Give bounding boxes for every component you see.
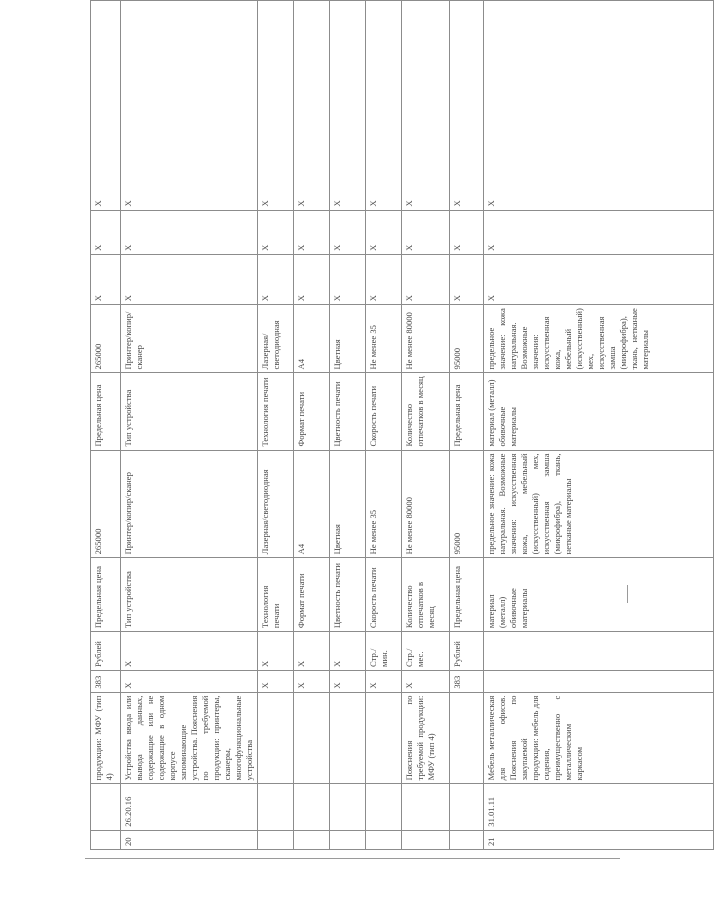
requirements-table bbox=[90, 0, 714, 850]
cell-unit-code bbox=[484, 670, 714, 692]
cell-char-value2: 265000 bbox=[91, 305, 121, 373]
cell-unit-code: 383 bbox=[91, 670, 121, 692]
cell-c12: X bbox=[450, 1, 484, 211]
cell-unit: X bbox=[294, 632, 330, 671]
cell-num bbox=[258, 830, 294, 849]
cell-name: Мебель металлическая для офисов. Пояснения по закупаемой продукции: мебель для сидения, преимущественно с металлическим каркасом bbox=[484, 692, 714, 784]
cell-char-value: А4 bbox=[294, 450, 330, 558]
cell-unit bbox=[484, 632, 714, 671]
cell-char-name2: Предельная цена bbox=[450, 373, 484, 450]
cell-c12: X bbox=[366, 1, 402, 211]
cell-num bbox=[366, 830, 402, 849]
cell-char-name2: Цветность печати bbox=[330, 373, 366, 450]
table-row bbox=[402, 1, 450, 850]
cell-char-value: Цветная bbox=[330, 450, 366, 558]
cell-c10: X bbox=[91, 254, 121, 304]
cell-num bbox=[450, 830, 484, 849]
cell-char-value2: Принтер/копир/сканер bbox=[121, 305, 258, 373]
cell-num bbox=[330, 830, 366, 849]
cell-unit-code: X bbox=[294, 670, 330, 692]
cell-c10: X bbox=[294, 254, 330, 304]
cell-code bbox=[91, 784, 121, 830]
cell-c10: X bbox=[450, 254, 484, 304]
cell-char-name: Тип устройства bbox=[121, 558, 258, 632]
cell-code bbox=[402, 784, 450, 830]
cell-c11: X bbox=[121, 210, 258, 254]
cell-unit-code: X bbox=[258, 670, 294, 692]
cell-c12: X bbox=[330, 1, 366, 211]
cell-code bbox=[258, 784, 294, 830]
cell-c10: X bbox=[330, 254, 366, 304]
cell-unit-code: X bbox=[402, 670, 450, 692]
cell-char-name: Технология печати bbox=[258, 558, 294, 632]
cell-code: 26.20.16 bbox=[121, 784, 258, 830]
cell-unit-code: X bbox=[366, 670, 402, 692]
cell-c12: X bbox=[484, 1, 714, 211]
cell-c11: X bbox=[484, 210, 714, 254]
bottom-rule bbox=[85, 858, 620, 859]
cell-char-value2: Лазерная/светодиодная bbox=[258, 305, 294, 373]
cell-unit: Рублей bbox=[91, 632, 121, 671]
cell-char-value2: А4 bbox=[294, 305, 330, 373]
cell-char-name2: Тип устройства bbox=[121, 373, 258, 450]
cell-char-value: предельное значение: кожа натуральная. Возможные значения: искусственная кожа, мебельный (искусственный) мех, искусственная замша (микрофибра), ткань, нетканые материалы bbox=[484, 450, 714, 558]
cell-char-value2: Не менее 80000 bbox=[402, 305, 450, 373]
cell-char-name2: Технология печати bbox=[258, 373, 294, 450]
cell-char-value: 95000 bbox=[450, 450, 484, 558]
cell-num: 20 bbox=[121, 830, 258, 849]
cell-num bbox=[294, 830, 330, 849]
cell-name: продукции: МФУ (тип 4) bbox=[91, 692, 121, 784]
cell-char-name: Предельная цена bbox=[450, 558, 484, 632]
cell-name: Устройства ввода или вывода данных, содержащие или не содержащие в одном корпусе запоминающие устройства. Пояснения по требуемой продукции: принтеры, сканеры, многофункциональные устройства bbox=[121, 692, 258, 784]
cell-char-name: материал (металл) обивочные материалы bbox=[484, 558, 714, 632]
cell-char-value2: Цветная bbox=[330, 305, 366, 373]
cell-char-name: Формат печати bbox=[294, 558, 330, 632]
cell-num: 21 bbox=[484, 830, 714, 849]
table-body bbox=[91, 1, 714, 850]
cell-num bbox=[91, 830, 121, 849]
right-edge-mark bbox=[627, 585, 628, 603]
cell-unit-code: X bbox=[330, 670, 366, 692]
cell-c12: X bbox=[402, 1, 450, 211]
cell-name bbox=[258, 692, 294, 784]
cell-char-name2: материал (металл) обивочные материалы bbox=[484, 373, 714, 450]
cell-unit-code: 383 bbox=[450, 670, 484, 692]
cell-c10: X bbox=[121, 254, 258, 304]
cell-char-value2: Не менее 35 bbox=[366, 305, 402, 373]
table-row bbox=[91, 1, 121, 850]
cell-char-value: Не менее 80000 bbox=[402, 450, 450, 558]
cell-c10: X bbox=[366, 254, 402, 304]
cell-char-name2: Формат печати bbox=[294, 373, 330, 450]
cell-c11: X bbox=[402, 210, 450, 254]
cell-c12: X bbox=[91, 1, 121, 211]
cell-num bbox=[402, 830, 450, 849]
cell-char-value: Принтер/копир/сканер bbox=[121, 450, 258, 558]
cell-name bbox=[450, 692, 484, 784]
cell-unit: Стр./мес. bbox=[402, 632, 450, 671]
cell-name bbox=[330, 692, 366, 784]
cell-char-name: Количество отпечатков в месяц bbox=[402, 558, 450, 632]
cell-code bbox=[366, 784, 402, 830]
cell-unit: X bbox=[121, 632, 258, 671]
cell-unit: Стр./мин. bbox=[366, 632, 402, 671]
cell-code: 31.01.11 bbox=[484, 784, 714, 830]
cell-c12: X bbox=[258, 1, 294, 211]
cell-char-value: Не менее 35 bbox=[366, 450, 402, 558]
cell-char-value: 265000 bbox=[91, 450, 121, 558]
cell-c10: X bbox=[258, 254, 294, 304]
cell-char-value2: 95000 bbox=[450, 305, 484, 373]
table-row bbox=[294, 1, 330, 850]
cell-c11: X bbox=[91, 210, 121, 254]
cell-code bbox=[294, 784, 330, 830]
cell-char-name: Скорость печати bbox=[366, 558, 402, 632]
cell-char-name2: Предельная цена bbox=[91, 373, 121, 450]
table-row bbox=[258, 1, 294, 850]
cell-c11: X bbox=[258, 210, 294, 254]
cell-char-value2: предельное значение: кожа натуральная. Возможные значения: искусственная кожа, мебельный (искусственный) мех, искусственная замша (микрофибра), ткань, нетканые материалы bbox=[484, 305, 714, 373]
cell-c11: X bbox=[330, 210, 366, 254]
cell-char-name2: Скорость печати bbox=[366, 373, 402, 450]
cell-unit: X bbox=[330, 632, 366, 671]
cell-name bbox=[366, 692, 402, 784]
table-row bbox=[484, 1, 714, 850]
cell-char-name: Предельная цена bbox=[91, 558, 121, 632]
cell-char-value: Лазерная/светодиодная bbox=[258, 450, 294, 558]
table-row bbox=[121, 1, 258, 850]
cell-c10: X bbox=[484, 254, 714, 304]
cell-c12: X bbox=[121, 1, 258, 211]
table-row bbox=[450, 1, 484, 850]
table-row bbox=[330, 1, 366, 850]
cell-c11: X bbox=[450, 210, 484, 254]
cell-unit: Рублей bbox=[450, 632, 484, 671]
cell-unit: X bbox=[258, 632, 294, 671]
cell-unit-code: X bbox=[121, 670, 258, 692]
cell-char-name2: Количество отпечатков в месяц bbox=[402, 373, 450, 450]
cell-code bbox=[450, 784, 484, 830]
cell-c10: X bbox=[402, 254, 450, 304]
cell-c12: X bbox=[294, 1, 330, 211]
cell-code bbox=[330, 784, 366, 830]
table-row bbox=[366, 1, 402, 850]
cell-name: Пояснения по требуемой продукции: МФУ (тип 4) bbox=[402, 692, 450, 784]
cell-c11: X bbox=[366, 210, 402, 254]
cell-name bbox=[294, 692, 330, 784]
cell-char-name: Цветность печати bbox=[330, 558, 366, 632]
cell-c11: X bbox=[294, 210, 330, 254]
